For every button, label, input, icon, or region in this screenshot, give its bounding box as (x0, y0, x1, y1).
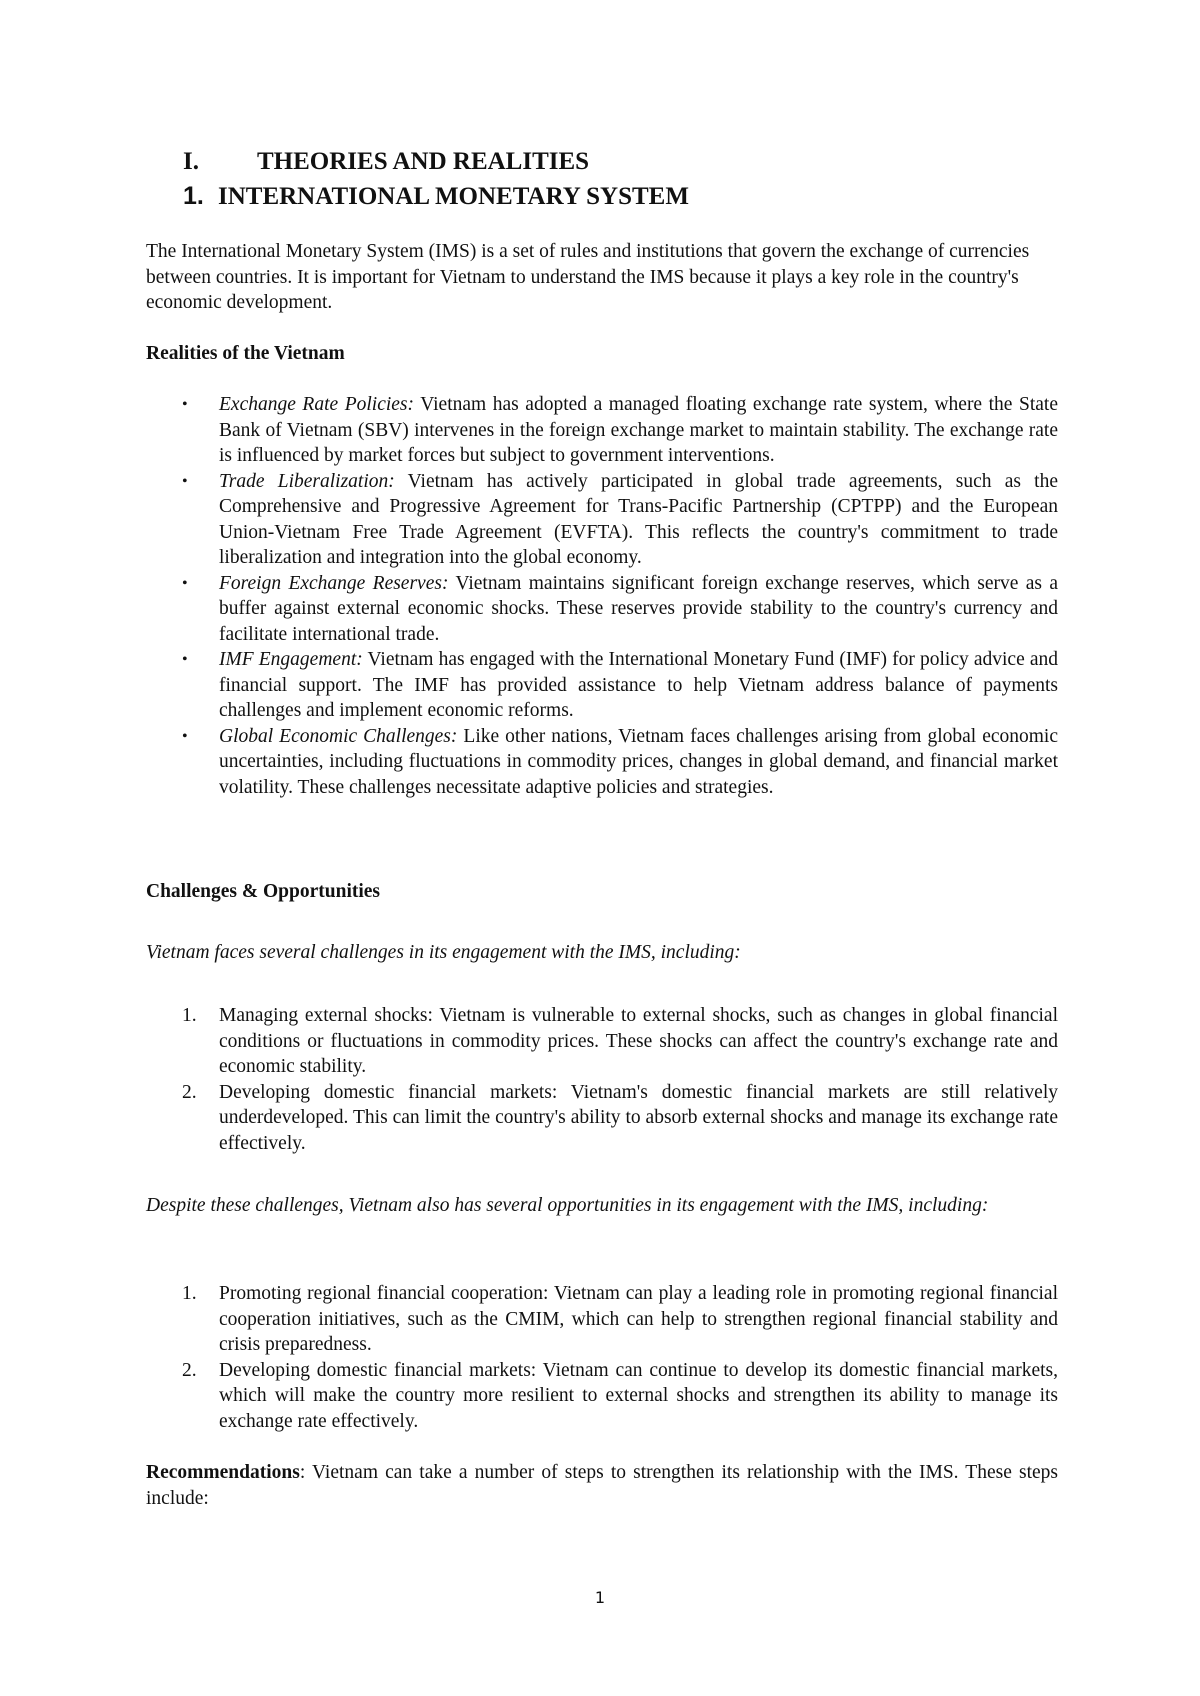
list-item-number: 1. (182, 1283, 197, 1304)
list-item-number: 2. (182, 1081, 197, 1103)
list-item (146, 647, 1058, 724)
opportunities-intro: Despite these challenges, Vietnam also has several opportunities in its engagement with the IMS, including: (146, 1195, 989, 1216)
list-item-text: Vietnam has engaged with the International Monetary Fund (IMF) for policy advice and financial support. The IMF has provided assistance to help Vietnam address balance of payments challenges and implement economic reforms. (219, 649, 1058, 721)
list-item-text: Managing external shocks: Vietnam is vulnerable to external shocks, such as changes in global financial conditions or fluctuations in commodity prices. These shocks can affect the country's exchange rate and economic stability. (219, 1005, 1058, 1077)
list-item (146, 724, 1058, 801)
list-item-text: Developing domestic financial markets: Vietnam's domestic financial markets are still relatively underdeveloped. This can limit the country's ability to absorb external shocks and manage its exchange rate effectively. (219, 1081, 1058, 1154)
challenges-intro: Vietnam faces several challenges in its engagement with the IMS, including: (146, 942, 741, 963)
challenges-heading: Challenges & Opportunities (146, 881, 381, 902)
subsection-number: 1. (183, 182, 204, 210)
list-item-term: Exchange Rate Policies: (219, 394, 415, 415)
list-item (146, 469, 1058, 571)
list-item-number: 1. (182, 1005, 197, 1026)
list-item (146, 392, 1058, 469)
recommendations-label: Recommendations (146, 1462, 300, 1483)
list-item-text: Vietnam has actively participated in global trade agreements, such as the Comprehensive and Progressive Agreement for Trans-Pacific Partnership (CPTPP) and the European Union-Vietnam Free Trade Agreement (EVFTA). This reflects the country's commitment to trade liberalization and integration into the global economy. (219, 470, 1058, 568)
list-item-term: Foreign Exchange Reserves: (219, 572, 449, 594)
list-item-term: Trade Liberalization: (219, 470, 395, 492)
list-item (146, 1281, 1058, 1358)
section-title: THEORIES AND REALITIES (257, 148, 590, 175)
realities-heading: Realities of the Vietnam (146, 343, 345, 364)
list-item-text: Developing domestic financial markets: Vietnam can continue to develop its domestic financial markets, which will make the country more resilient to external shocks and strengthen its ability to manage its exchange rate effectively. (219, 1359, 1058, 1432)
list-item-text: Promoting regional financial cooperation: Vietnam can play a leading role in promoting regional financial cooperation initiatives, such as the CMIM, which can help to strengthen regional financial stability and crisis preparedness. (219, 1283, 1058, 1355)
list-item (146, 1080, 1058, 1157)
bullet-icon: • (182, 727, 188, 745)
section-number: I. (183, 148, 199, 175)
realities-list-container (146, 392, 1058, 800)
list-item (146, 571, 1058, 648)
page-number: 1 (594, 1588, 606, 1607)
list-item-number: 2. (182, 1359, 197, 1381)
list-item-text: Vietnam has adopted a managed floating exchange rate system, where the State Bank of Vietnam (SBV) intervenes in the foreign exchange market to maintain stability. The exchange rate is influenced by market forces but subject to government interventions. (219, 394, 1059, 466)
bullet-icon: • (182, 651, 188, 668)
subsection-title: INTERNATIONAL MONETARY SYSTEM (218, 183, 689, 210)
list-item-text: Vietnam maintains significant foreign exchange reserves, which serve as a buffer against external economic shocks. These reserves provide stability to the country's currency and facilitate international trade. (219, 572, 1058, 645)
list-item (146, 1358, 1058, 1435)
realities-list (146, 392, 1058, 800)
challenges-list (146, 1003, 1058, 1156)
subsection-heading (183, 180, 689, 213)
opportunities-list (146, 1281, 1058, 1434)
section-heading (183, 146, 589, 178)
challenges-list-container (146, 1003, 1058, 1156)
recommendations-paragraph (146, 1460, 1058, 1511)
list-item-text: Like other nations, Vietnam faces challenges arising from global economic uncertainties, including fluctuations in commodity prices, changes in global demand, and financial market volatility. These challenges necessitate adaptive policies and strategies. (219, 725, 1058, 798)
bullet-icon: • (182, 472, 188, 490)
list-item-term: Global Economic Challenges: (219, 725, 458, 747)
opportunities-list-container (146, 1281, 1058, 1434)
list-item (146, 1003, 1058, 1080)
bullet-icon: • (182, 574, 188, 592)
recommendations-text: : Vietnam can take a number of steps to strengthen its relationship with the IMS. These steps include: (146, 1462, 1058, 1509)
list-item-term: IMF Engagement: (219, 649, 363, 670)
bullet-icon: • (182, 396, 188, 413)
intro-paragraph: The International Monetary System (IMS) is a set of rules and institutions that govern the exchange of currencies between countries. It is important for Vietnam to understand the IMS because it plays a key role in the country's economic development. (146, 241, 1030, 313)
